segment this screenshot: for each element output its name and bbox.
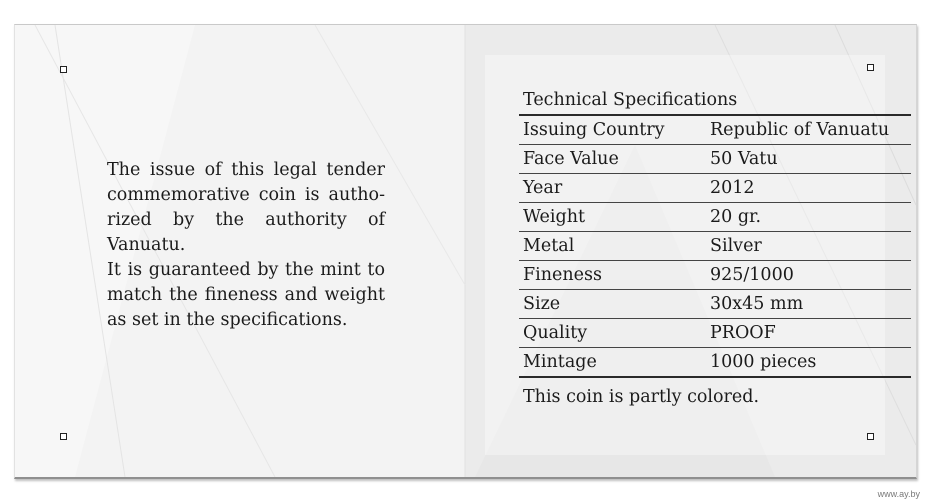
spec-label: Year [523,178,563,198]
corner-marker-bottom-right [867,433,874,440]
spec-value: Republic of Vanuatu [710,120,890,140]
corner-marker-top-right [867,64,874,71]
spec-value: Silver [710,236,762,256]
spec-row-face-value [519,145,911,174]
spec-label: Quality [523,323,588,343]
spec-value: 1000 pieces [710,352,817,372]
spec-value: 925/1000 [710,265,794,285]
spec-label: Mintage [523,352,597,372]
spec-row-metal [519,232,911,261]
authorization-paragraph: The issue of this legal tender commemorative coin is autho-rized by the authority of Vanuatu. [107,160,385,255]
spec-row-quality [519,319,911,348]
spec-title: Technical Specifications [519,87,911,116]
spec-value: 20 gr. [710,207,762,227]
spec-row-fineness [519,261,911,290]
spec-row-size [519,290,911,319]
technical-specifications-table [519,87,911,410]
spec-row-issuing-country [519,116,911,145]
corner-marker-top-left [60,66,67,73]
spec-label: Size [523,294,561,314]
spec-label: Face Value [523,149,619,169]
watermark-text: www.ay.by [877,489,920,499]
spec-label: Fineness [523,265,602,285]
spec-label: Metal [523,236,575,256]
spec-row-mintage [519,348,911,378]
spec-value: 50 Vatu [710,149,778,169]
guarantee-paragraph: It is guaranteed by the mint to match the fineness and weight as set in the specifications. [107,260,385,330]
spec-label: Weight [523,207,586,227]
authorization-text [107,158,385,333]
spec-row-year [519,174,911,203]
spec-value: 2012 [710,178,755,198]
spec-label: Issuing Country [523,120,665,140]
corner-marker-bottom-left [60,433,67,440]
spec-row-weight [519,203,911,232]
spec-value: 30x45 mm [710,294,804,314]
certificate-card [14,24,917,479]
spec-note: This coin is partly colored. [523,387,760,407]
spec-value: PROOF [710,323,776,343]
